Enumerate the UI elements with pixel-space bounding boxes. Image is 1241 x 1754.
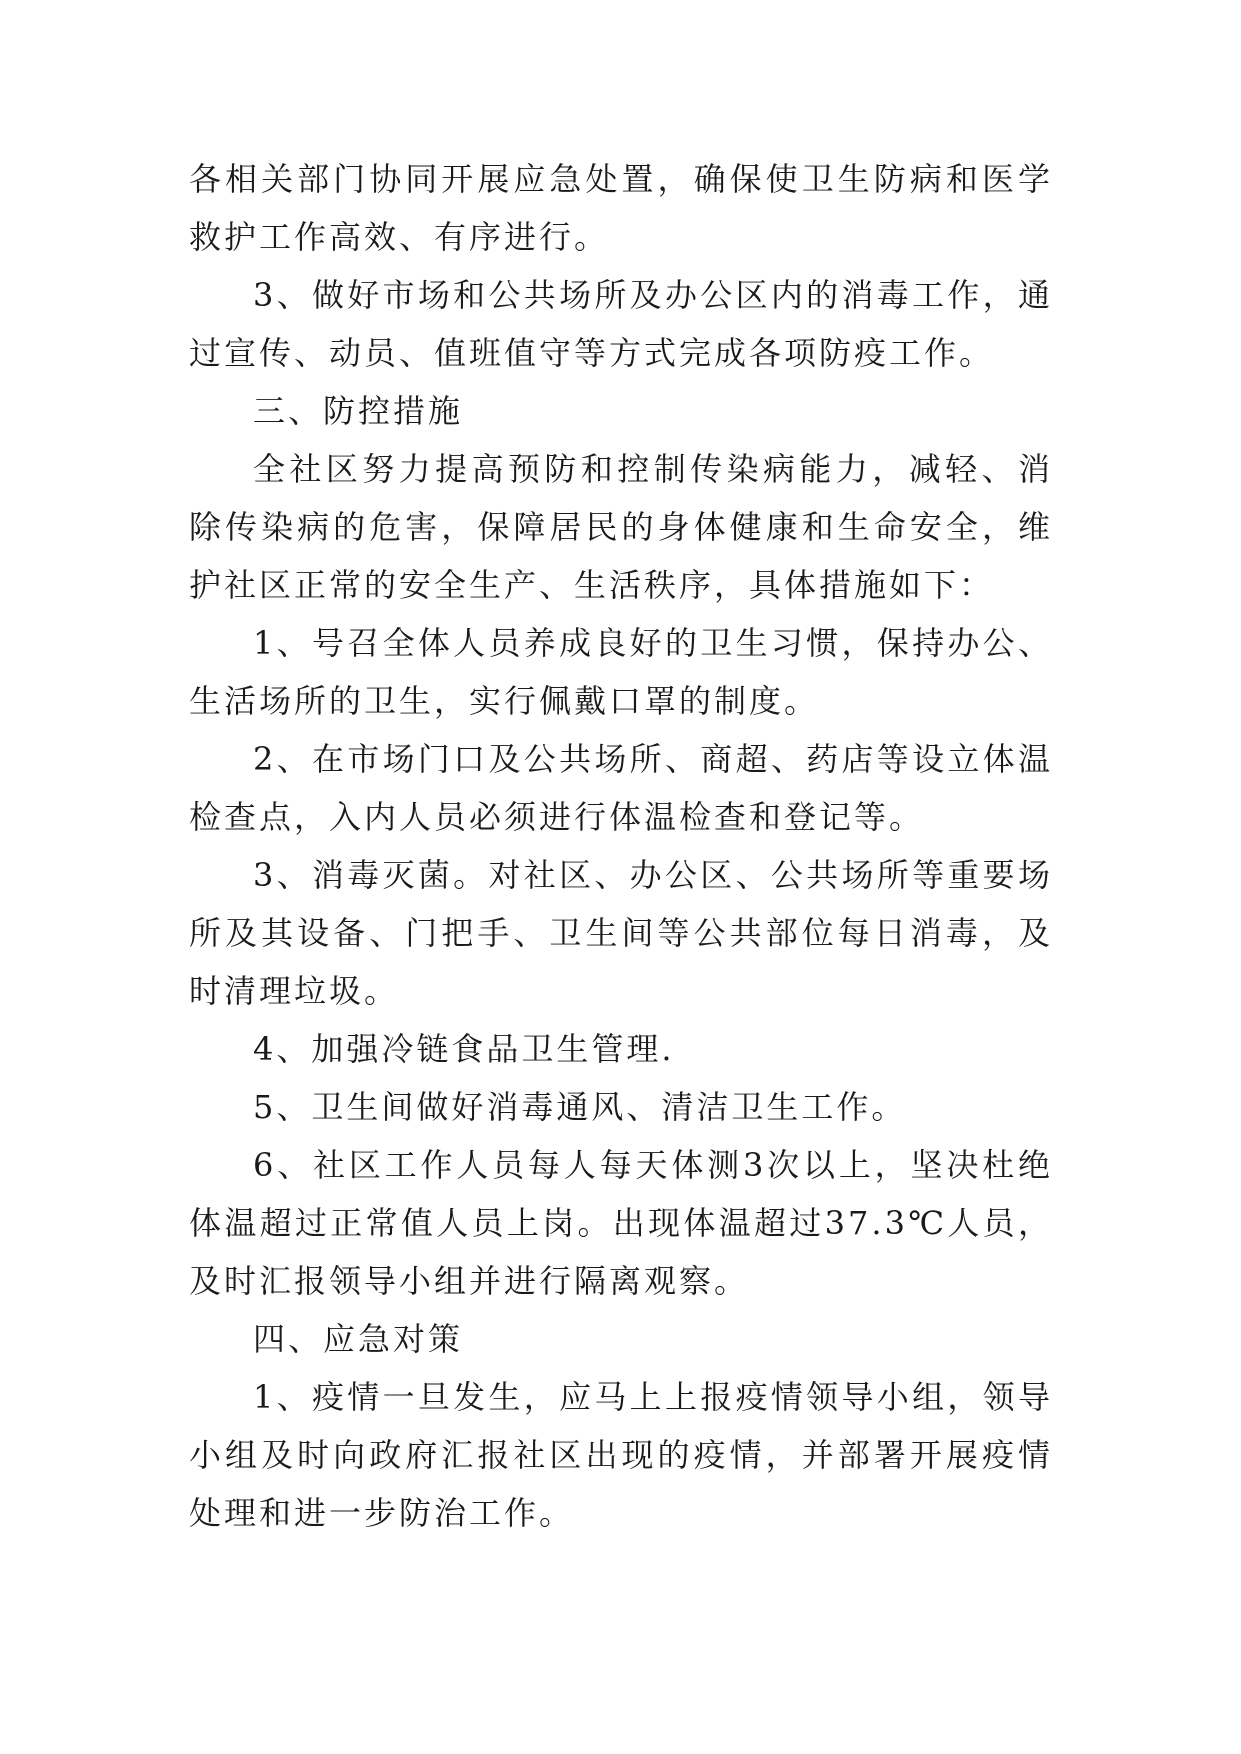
paragraph-continuation: 各相关部门协同开展应急处置，确保使卫生防病和医学救护工作高效、有序进行。 — [189, 160, 1053, 256]
paragraph-measure-3: 3、消毒灭菌。对社区、办公区、公共场所等重要场所及其设备、门把手、卫生间等公共部位每日消毒，及时清理垃圾。 — [189, 856, 1053, 1010]
section-heading-emergency-response: 四、应急对策 — [253, 1320, 464, 1358]
paragraph-emergency-1: 1、疫情一旦发生，应马上上报疫情领导小组，领导小组及时向政府汇报社区出现的疫情，并部署开展疫情处理和进一步防治工作。 — [189, 1378, 1053, 1532]
section-heading-prevention-measures: 三、防控措施 — [253, 392, 464, 430]
paragraph-measure-4: 4、加强冷链食品卫生管理. — [253, 1030, 675, 1068]
paragraph-measures-intro: 全社区努力提高预防和控制传染病能力，减轻、消除传染病的危害，保障居民的身体健康和生命安全，维护社区正常的安全生产、生活秩序，具体措施如下： — [189, 450, 1053, 604]
paragraph-measure-5: 5、卫生间做好消毒通风、清洁卫生工作。 — [253, 1088, 907, 1126]
document-body — [189, 150, 1053, 1542]
paragraph-measure-2: 2、在市场门口及公共场所、商超、药店等设立体温检查点，入内人员必须进行体温检查和登记等。 — [189, 740, 1053, 836]
paragraph-measure-6: 6、社区工作人员每人每天体测3次以上，坚决杜绝体温超过正常值人员上岗。出现体温超过37.3℃人员，及时汇报领导小组并进行隔离观察。 — [189, 1146, 1053, 1300]
paragraph-measure-1: 1、号召全体人员养成良好的卫生习惯，保持办公、生活场所的卫生，实行佩戴口罩的制度。 — [189, 624, 1053, 720]
paragraph-item-3-disinfection: 3、做好市场和公共场所及办公区内的消毒工作，通过宣传、动员、值班值守等方式完成各项防疫工作。 — [189, 276, 1053, 372]
